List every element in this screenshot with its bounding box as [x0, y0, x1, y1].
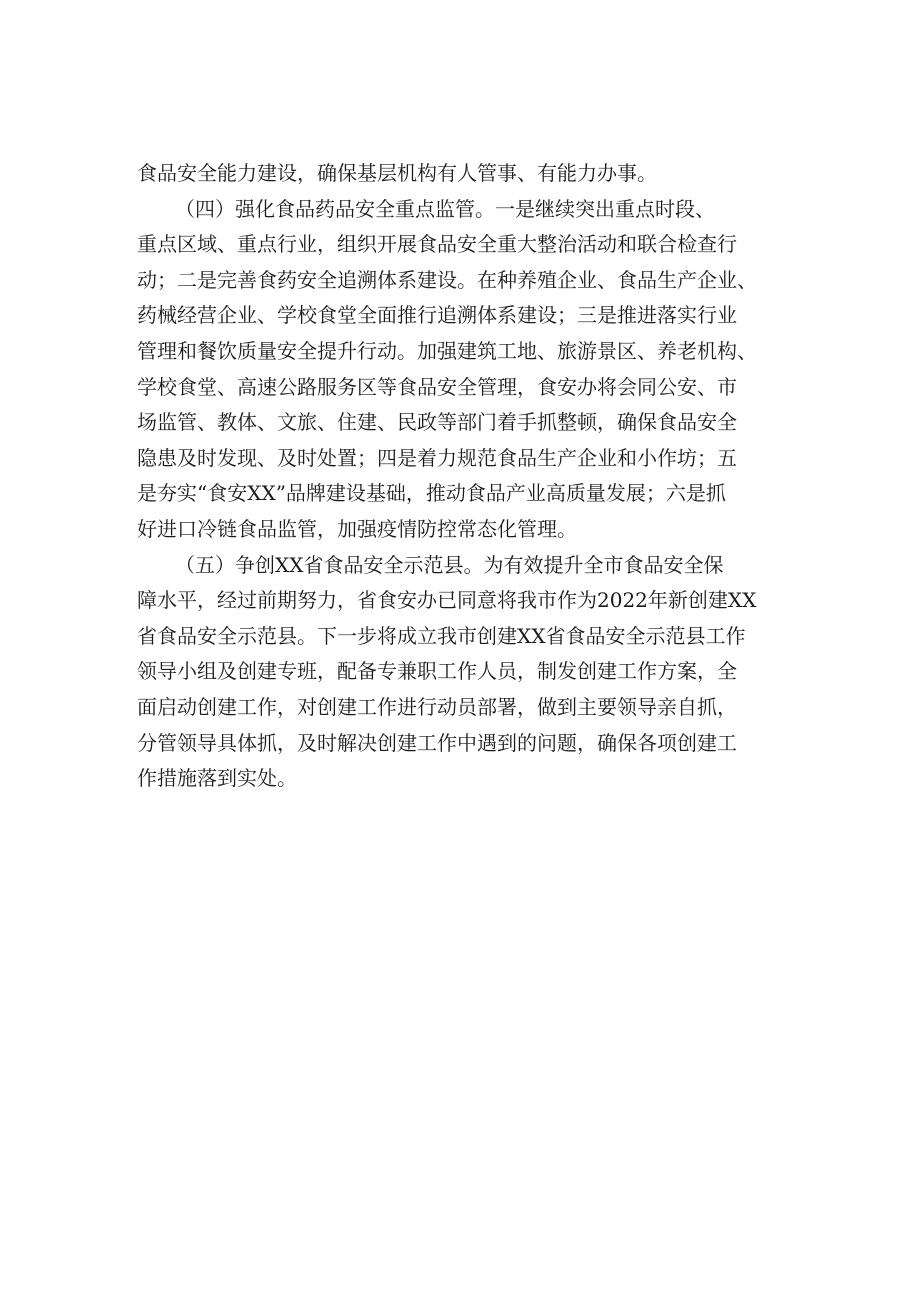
text-line: 动；二是完善食药安全追溯体系建设。在种养殖企业、食品生产企业、 [137, 267, 757, 292]
text-line: （五）争创XX省食品安全示范县。为有效提升全市食品安全保 [175, 552, 724, 577]
text-line: 是夯实“食安XX”品牌建设基础，推动食品产业高质量发展；六是抓 [137, 481, 726, 506]
text-line: 障水平，经过前期努力，省食安办已同意将我市作为2022年新创建XX [137, 588, 757, 613]
paragraph-section-four [137, 192, 797, 548]
paragraph-section-five [137, 548, 797, 797]
text-line: 药械经营企业、学校食堂全面推行追溯体系建设；三是推进落实行业 [137, 303, 737, 328]
text-line: 场监管、教体、文旅、住建、民政等部门着手抓整顿，确保食品安全 [137, 410, 737, 435]
text-line: 好进口冷链食品监管，加强疫情防控常态化管理。 [137, 516, 577, 541]
document-body [137, 156, 797, 797]
text-line: 分管领导具体抓，及时解决创建工作中遇到的问题，确保各项创建工 [137, 730, 737, 755]
text-line: 省食品安全示范县。下一步将成立我市创建XX省食品安全示范县工作 [137, 623, 746, 648]
text-line: 隐患及时发现、及时处置；四是着力规范食品生产企业和小作坊；五 [137, 445, 737, 470]
text-line: 作措施落到实处。 [137, 766, 297, 791]
text-line: 重点区域、重点行业，组织开展食品安全重大整治活动和联合检查行 [137, 232, 737, 257]
text-line: 学校食堂、高速公路服务区等食品安全管理，食安办将会同公安、市 [137, 374, 737, 399]
paragraph-capacity-building [137, 156, 797, 192]
text-line: 领导小组及创建专班，配备专兼职工作人员，制发创建工作方案，全 [137, 659, 737, 684]
text-line: 管理和餐饮质量安全提升行动。加强建筑工地、旅游景区、养老机构、 [137, 338, 757, 363]
text-line: 食品安全能力建设，确保基层机构有人管事、有能力办事。 [137, 161, 657, 185]
text-line: （四）强化食品药品安全重点监管。一是继续突出重点时段、 [175, 196, 715, 221]
text-line: 面启动创建工作，对创建工作进行动员部署，做到主要领导亲自抓， [137, 694, 737, 719]
